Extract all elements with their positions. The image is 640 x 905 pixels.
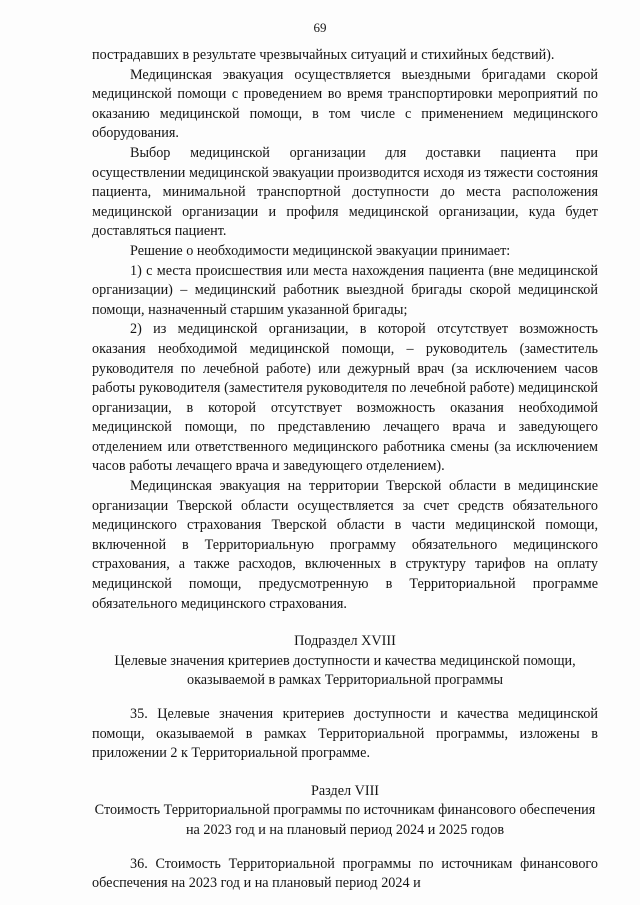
list-item-1: 1) с места происшествия или места нахождения пациента (вне медицинской организации) – медицинский работник выездной бригады скорой медицинской помощи, назначенный старшим указанной бригады; — [92, 262, 598, 318]
paragraph-organization-choice: Выбор медицинской организации для доставки пациента при осуществлении медицинской эвакуации производится исходя из тяжести состояния пациента, минимальной транспортной доступности до места расположения медицинской организации и профиля медицинской организации, куда будет доставляться пациент. — [92, 144, 598, 240]
paragraph-35: 35. Целевые значения критериев доступности и качества медицинской помощи, оказываемой в рамках Территориальной программы, изложены в приложении 2 к Территориальной программе. — [92, 706, 598, 762]
paragraph-continuation: пострадавших в результате чрезвычайных ситуаций и стихийных бедствий). — [92, 47, 555, 63]
paragraph-evacuation-teams: Медицинская эвакуация осуществляется выездными бригадами скорой медицинской помощи с проведением во время транспортировки мероприятий по оказанию медицинской помощи, в том числе с применением медицинского оборудования. — [92, 66, 598, 142]
list-item-2: 2) из медицинской организации, в которой отсутствует возможность оказания необходимой медицинской помощи, – руководитель (заместитель руководителя по лечебной работе) или дежурный врач (за исключением часов работы руководителя (заместителя руководителя по лечебной работе) медицинской организации, в которой отсутствует возможность оказания необходимой медицинской помощи, по представлению лечащего врача и заведующего отделением или ответственного медицинского работника смены (за исключением часов работы лечащего врача и заведующего отделением). — [92, 321, 598, 475]
subsection-title: Целевые значения критериев доступности и качества медицинской помощи, оказываемой в рамках Территориальной программы — [114, 652, 576, 689]
paragraph-36: 36. Стоимость Территориальной программы по источникам финансового обеспечения на 2023 год и на плановый период 2024 и — [92, 855, 598, 892]
section-title: Стоимость Территориальной программы по источникам финансового обеспечения на 2023 год и на плановый период 2024 и 2025 годов — [94, 802, 596, 838]
paragraph-funding: Медицинская эвакуация на территории Тверской области в медицинские организации Тверской области осуществляется за счет средств обязательного медицинского страхования Тверской области в части медицинской помощи, включенной в Территориальную программу обязательного медицинского страхования, а также расходов, включенных в структуру тарифов на оплату медицинской помощи, предусмотренную в Территориальной программе обязательного медицинского страхования. — [92, 478, 598, 612]
subsection-heading: Подраздел XVIII — [294, 633, 396, 650]
section-heading: Раздел VIII — [310, 782, 380, 799]
paragraph-decision-intro: Решение о необходимости медицинской эвакуации принимает: — [130, 242, 511, 259]
document-body — [92, 46, 598, 894]
page-number: 69 — [313, 20, 327, 35]
